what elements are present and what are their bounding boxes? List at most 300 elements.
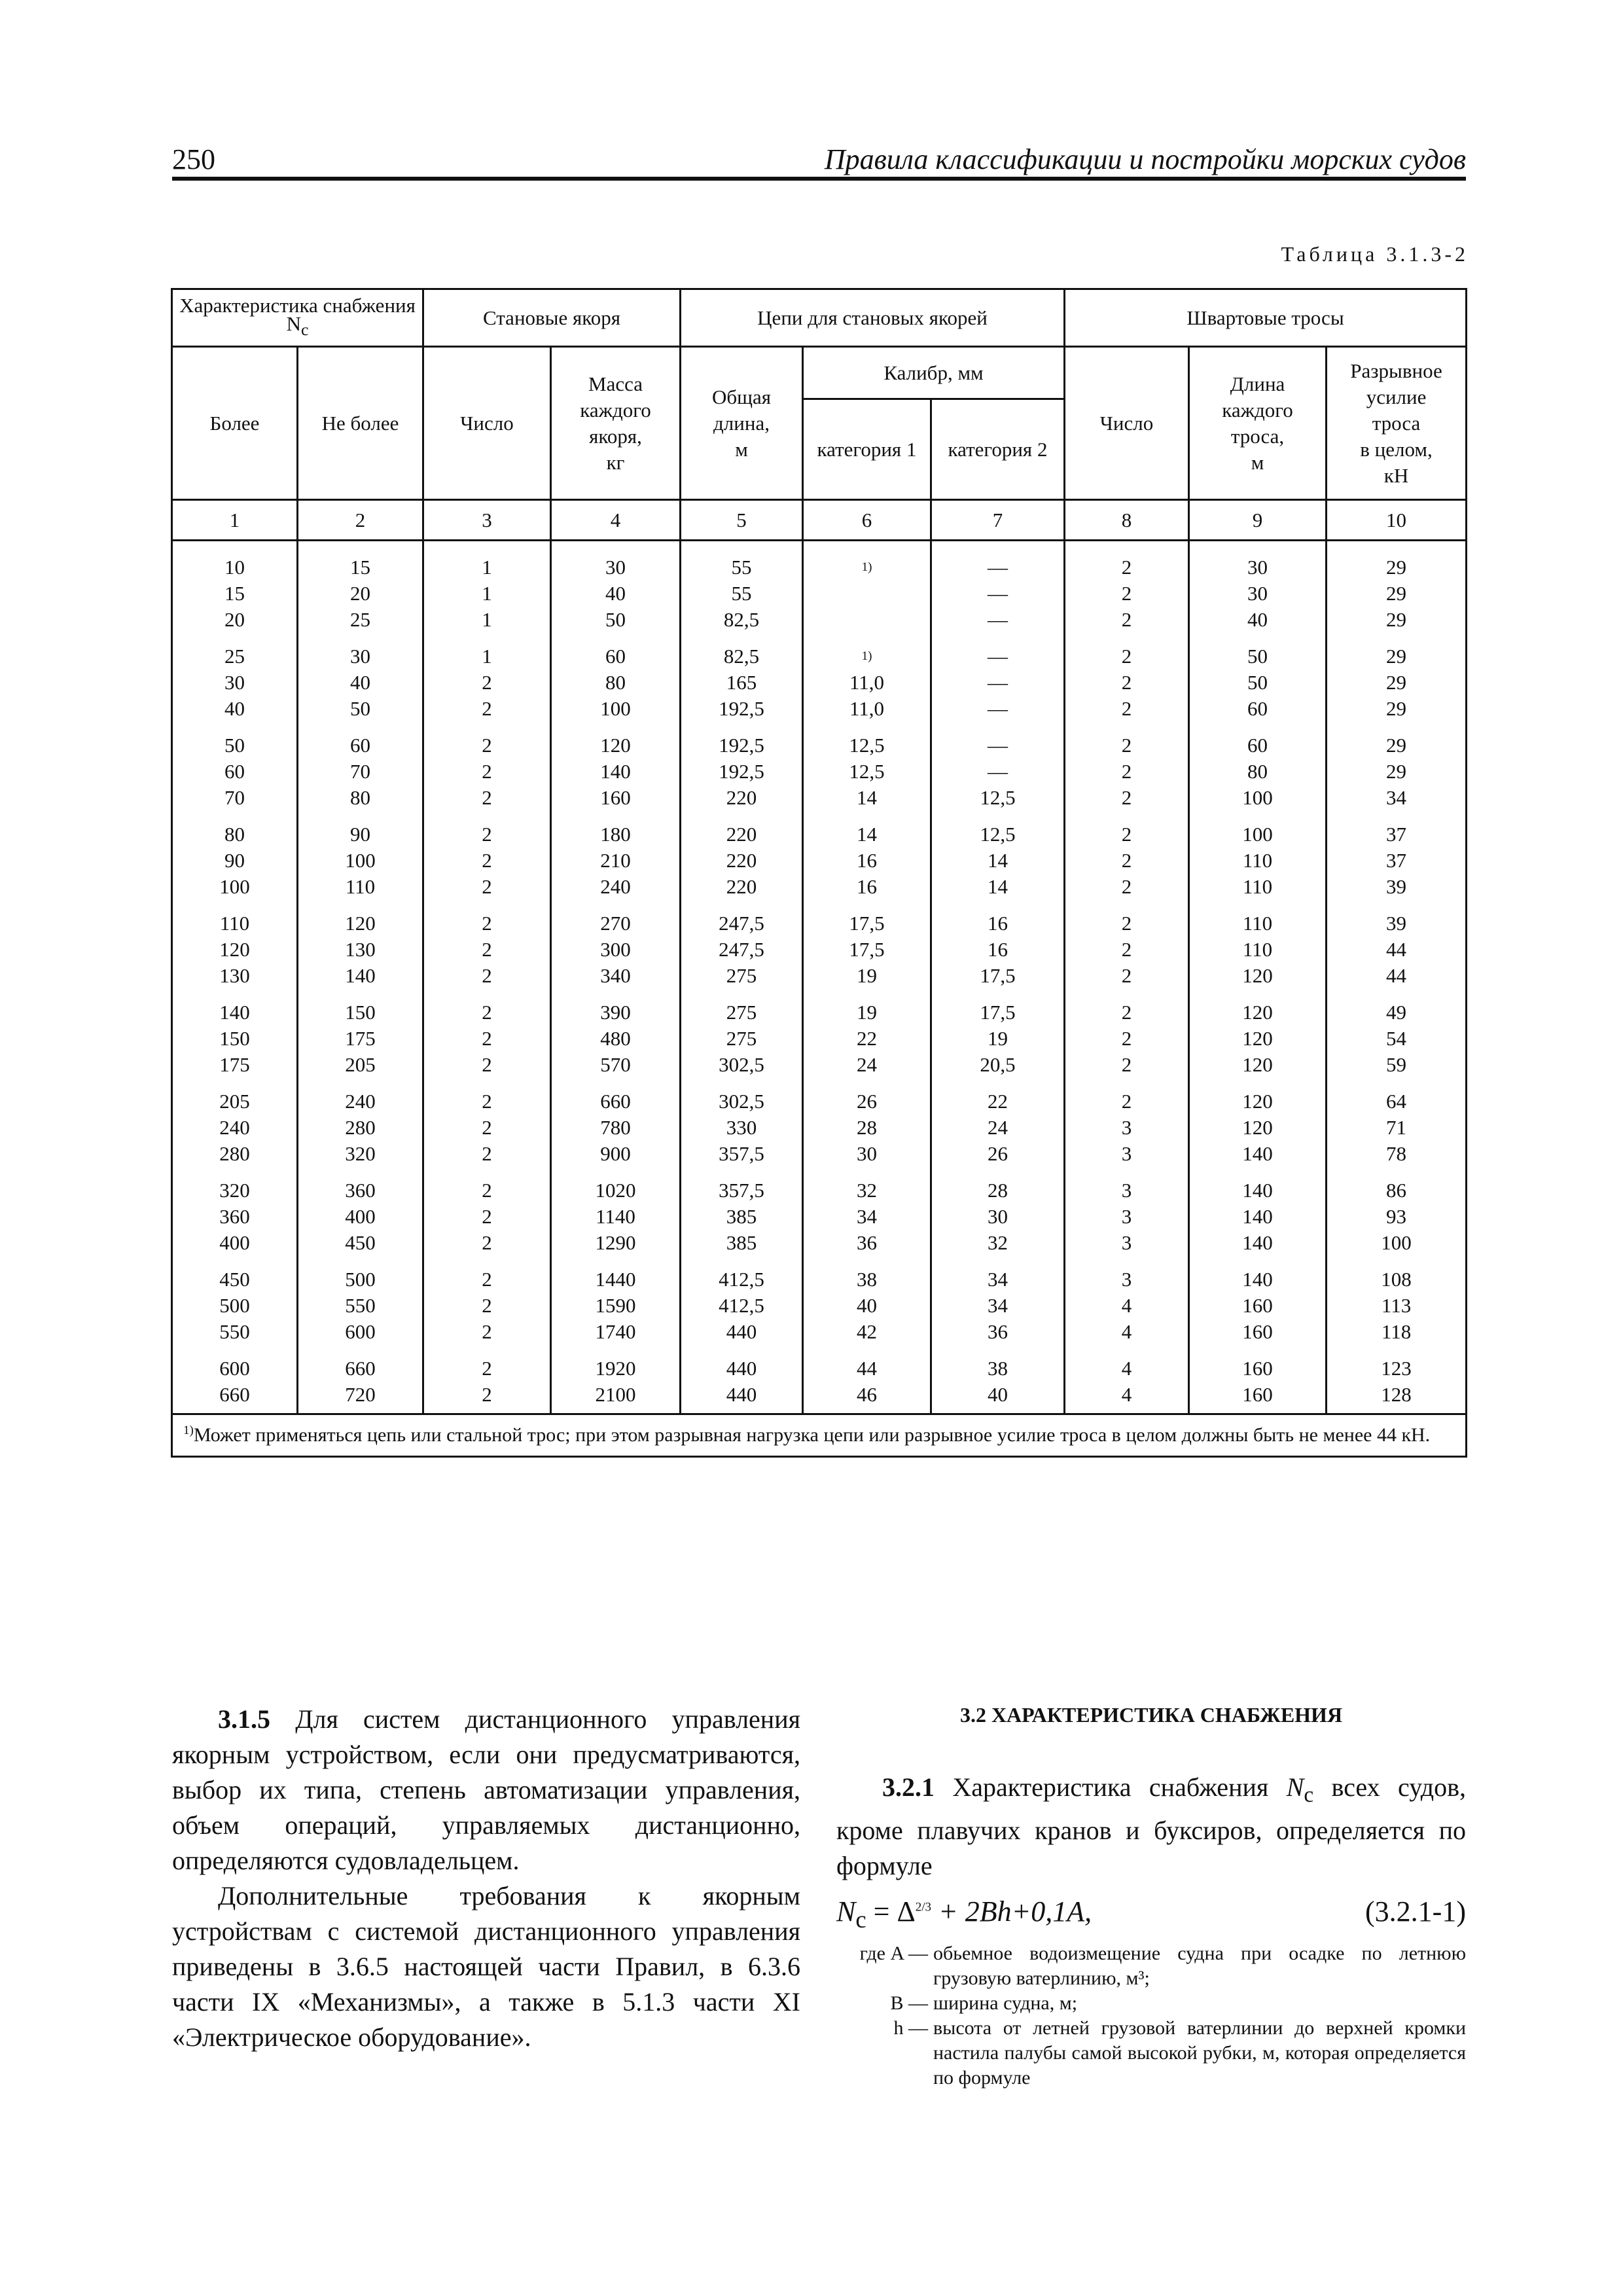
cell-line: 2 xyxy=(1121,734,1132,757)
cell-line: 100 xyxy=(219,875,250,898)
cell-line: 29 xyxy=(1386,671,1407,694)
group-header-row xyxy=(172,289,1467,347)
cell-line: 440 xyxy=(726,1320,757,1343)
cell-line: 39 xyxy=(1386,875,1407,898)
cell-line: 2 xyxy=(1121,938,1132,961)
table-cell-col-9 xyxy=(1189,638,1327,727)
table-cell-col-5 xyxy=(681,638,803,727)
cell-line: 29 xyxy=(1386,645,1407,668)
header-category-2: категория 2 xyxy=(931,399,1065,500)
cell-line: 54 xyxy=(1386,1027,1407,1050)
cell-line: 450 xyxy=(345,1231,376,1254)
cell-line: 450 xyxy=(219,1268,250,1291)
cell-line: 40 xyxy=(224,697,245,720)
cell-line: 247,5 xyxy=(719,938,764,961)
cell-line: 55 xyxy=(731,582,752,605)
table-cell-col-8 xyxy=(1065,1261,1189,1350)
cell-line: 34 xyxy=(857,1205,877,1228)
cell-line: 14 xyxy=(857,823,877,846)
cell-line: 160 xyxy=(1242,1383,1273,1406)
table-row-group xyxy=(172,727,1467,816)
table-cell-col-8 xyxy=(1065,638,1189,727)
cell-line: — xyxy=(988,582,1008,605)
cell-line: 275 xyxy=(726,964,757,987)
cell-line: 130 xyxy=(219,964,250,987)
table-cell-col-6 xyxy=(803,905,931,994)
table-cell-col-6 xyxy=(803,1172,931,1261)
table-cell-col-6 xyxy=(803,1083,931,1172)
cell-line: 2100 xyxy=(595,1383,636,1406)
table-cell-col-7 xyxy=(931,1172,1065,1261)
cell-line: 357,5 xyxy=(719,1179,764,1202)
cell-line: 12,5 xyxy=(849,734,885,757)
table-cell-col-10 xyxy=(1327,905,1467,994)
table-cell-col-5 xyxy=(681,541,803,639)
cell-line: 360 xyxy=(345,1179,376,1202)
col-number: 7 xyxy=(931,500,1065,541)
table-row-group xyxy=(172,1172,1467,1261)
table-cell-col-8 xyxy=(1065,905,1189,994)
cell-line: 30 xyxy=(350,645,370,668)
cell-line: 110 xyxy=(219,912,250,935)
cell-line: 2 xyxy=(1121,760,1132,783)
cell-line: 2 xyxy=(482,1179,492,1202)
cell-line: 70 xyxy=(224,786,245,809)
cell-line: 400 xyxy=(345,1205,376,1228)
cell-line: 32 xyxy=(988,1231,1008,1254)
table-cell-col-2 xyxy=(298,1083,423,1172)
cell-line: 2 xyxy=(1121,645,1132,668)
cell-line: 110 xyxy=(1242,875,1273,898)
table-cell-col-1 xyxy=(172,638,298,727)
cell-line: 80 xyxy=(224,823,245,846)
cell-line: 1290 xyxy=(595,1231,636,1254)
cell-line: 32 xyxy=(857,1179,877,1202)
cell-line: 385 xyxy=(726,1205,757,1228)
cell-line: 2 xyxy=(482,1268,492,1291)
cell-line: 120 xyxy=(1242,1001,1273,1024)
cell-line: 340 xyxy=(600,964,631,987)
cell-line: 3 xyxy=(1121,1231,1132,1254)
cell-line: 360 xyxy=(219,1205,250,1228)
table-row-group xyxy=(172,905,1467,994)
col-number: 6 xyxy=(803,500,931,541)
table-cell-col-3 xyxy=(423,994,551,1083)
right-text-column xyxy=(836,1702,1466,2090)
paragraph-3-1-5: 3.1.5 Для систем дистанционного управления якорным устройством, если они предусматриваются, выбор их типа, степень автоматизации управления, объем операций, управляемых дистанционно, определяются судовладельцем. xyxy=(172,1704,800,1875)
table-cell-col-10 xyxy=(1327,1350,1467,1414)
cell-line: 19 xyxy=(857,964,877,987)
equipment-table xyxy=(171,288,1467,1458)
cell-line: 30 xyxy=(988,1205,1008,1228)
table-cell-col-2 xyxy=(298,994,423,1083)
cell-line: 2 xyxy=(482,1027,492,1050)
cell-line: 140 xyxy=(1242,1142,1273,1165)
cell-line: 2 xyxy=(1121,1090,1132,1113)
cell-line: — xyxy=(988,697,1008,720)
cell-line: 49 xyxy=(1386,1001,1407,1024)
cell-line: 275 xyxy=(726,1001,757,1024)
col-number: 3 xyxy=(423,500,551,541)
table-cell-col-1 xyxy=(172,905,298,994)
cell-line: 30 xyxy=(1247,582,1268,605)
cell-line: 29 xyxy=(1386,556,1407,579)
cell-line: 120 xyxy=(345,912,376,935)
column-number-row xyxy=(172,500,1467,541)
sub-header-row-1 xyxy=(172,347,1467,399)
table-cell-col-9 xyxy=(1189,727,1327,816)
table-cell-col-5 xyxy=(681,905,803,994)
cell-line: 50 xyxy=(224,734,245,757)
cell-line: 2 xyxy=(482,786,492,809)
cell-line: 2 xyxy=(482,1357,492,1380)
cell-line: 44 xyxy=(1386,938,1407,961)
cell-line: 247,5 xyxy=(719,912,764,935)
cell-line: 80 xyxy=(1247,760,1268,783)
cell-line: 600 xyxy=(219,1357,250,1380)
table-cell-col-9 xyxy=(1189,1350,1327,1414)
header-characteristic: Характеристика снабжения $N_c$ xyxy=(172,289,423,347)
table-cell-col-6 xyxy=(803,994,931,1083)
footnote-row xyxy=(172,1414,1467,1457)
cell-line: 1590 xyxy=(595,1294,636,1317)
cell-line: 50 xyxy=(1247,645,1268,668)
table-cell-col-5 xyxy=(681,1172,803,1261)
header-category-1: категория 1 xyxy=(803,399,931,500)
cell-line: 60 xyxy=(1247,697,1268,720)
cell-line: 2 xyxy=(482,671,492,694)
cell-line: 3 xyxy=(1121,1268,1132,1291)
page-header xyxy=(172,143,1466,181)
cell-line: 110 xyxy=(1242,849,1273,872)
cell-line: 140 xyxy=(1242,1268,1273,1291)
table-cell-col-8 xyxy=(1065,1083,1189,1172)
cell-line: 150 xyxy=(219,1027,250,1050)
cell-line: 30 xyxy=(605,556,626,579)
table-cell-col-8 xyxy=(1065,727,1189,816)
cell-line: 40 xyxy=(1247,608,1268,631)
cell-line: 80 xyxy=(605,671,626,694)
cell-line: 550 xyxy=(219,1320,250,1343)
cell-line: 24 xyxy=(988,1116,1008,1139)
cell-line: 59 xyxy=(1386,1053,1407,1076)
table-body xyxy=(172,541,1467,1414)
cell-line: 390 xyxy=(600,1001,631,1024)
cell-line: 90 xyxy=(350,823,370,846)
table-cell-col-10 xyxy=(1327,638,1467,727)
table-row-group xyxy=(172,1083,1467,1172)
table-cell-col-4 xyxy=(551,638,681,727)
section-title: 3.2 ХАРАКТЕРИСТИКА СНАБЖЕНИЯ xyxy=(959,1703,1343,1727)
table-cell-col-3 xyxy=(423,1172,551,1261)
definition-B: B — ширина судна, м; xyxy=(890,1992,1078,2014)
cell-line: 37 xyxy=(1386,849,1407,872)
cell-line: 302,5 xyxy=(719,1053,764,1076)
table-row-group xyxy=(172,994,1467,1083)
table-cell-col-5 xyxy=(681,1261,803,1350)
table-cell-col-3 xyxy=(423,1350,551,1414)
table-cell-col-9 xyxy=(1189,1172,1327,1261)
table-cell-col-10 xyxy=(1327,541,1467,639)
cell-line: 600 xyxy=(345,1320,376,1343)
header-rope-count: Число xyxy=(1065,347,1189,500)
cell-line: 80 xyxy=(350,786,370,809)
cell-line: 39 xyxy=(1386,912,1407,935)
table-cell-col-4 xyxy=(551,1261,681,1350)
cell-line: 440 xyxy=(726,1357,757,1380)
header-anchor-count: Число xyxy=(423,347,551,500)
cell-line: 11,0 xyxy=(849,671,885,694)
table-cell-col-9 xyxy=(1189,816,1327,905)
cell-line: 40 xyxy=(988,1383,1008,1406)
cell-line: 12,5 xyxy=(849,760,885,783)
paragraph-3-2-1: 3.2.1 Характеристика снабжения $N_c$ всех судов, кроме плавучих кранов и буксиров, определяется по формуле xyxy=(836,1772,1466,1880)
cell-line: 2 xyxy=(482,697,492,720)
cell-line: 660 xyxy=(600,1090,631,1113)
cell-line: 15 xyxy=(224,582,245,605)
table-cell-col-7 xyxy=(931,1261,1065,1350)
cell-line: 50 xyxy=(1247,671,1268,694)
table-cell-col-10 xyxy=(1327,1083,1467,1172)
cell-line: 2 xyxy=(482,1205,492,1228)
cell-line: 3 xyxy=(1121,1205,1132,1228)
cell-line: 1 xyxy=(482,608,492,631)
cell-line: 2 xyxy=(1121,912,1132,935)
cell-line: 2 xyxy=(482,1294,492,1317)
cell-line: 180 xyxy=(600,823,631,846)
cell-line: 4 xyxy=(1121,1294,1132,1317)
cell-line: 1 xyxy=(482,645,492,668)
table-cell-col-5 xyxy=(681,1350,803,1414)
table-cell-col-3 xyxy=(423,638,551,727)
cell-line: 2 xyxy=(482,1142,492,1165)
table-row-group xyxy=(172,541,1467,639)
cell-line: 2 xyxy=(482,1116,492,1139)
table-cell-col-2 xyxy=(298,727,423,816)
cell-line: 900 xyxy=(600,1142,631,1165)
cell-line: — xyxy=(988,760,1008,783)
cell-line: 385 xyxy=(726,1231,757,1254)
cell-line: 28 xyxy=(988,1179,1008,1202)
cell-line: — xyxy=(988,608,1008,631)
cell-line: 46 xyxy=(857,1383,877,1406)
cell-line: 270 xyxy=(600,912,631,935)
cell-line: 192,5 xyxy=(719,734,764,757)
cell-line: 40 xyxy=(605,582,626,605)
cell-line: 500 xyxy=(345,1268,376,1291)
cell-line: 140 xyxy=(345,964,376,987)
table-cell-col-5 xyxy=(681,994,803,1083)
table-cell-col-2 xyxy=(298,1172,423,1261)
footnote-ref: 1) xyxy=(861,560,872,574)
table-cell-col-6 xyxy=(803,1261,931,1350)
table-cell-col-7 xyxy=(931,905,1065,994)
cell-line: 30 xyxy=(1247,556,1268,579)
table-cell-col-1 xyxy=(172,541,298,639)
cell-line: 42 xyxy=(857,1320,877,1343)
col-number: 1 xyxy=(172,500,298,541)
cell-line: 22 xyxy=(988,1090,1008,1113)
cell-line: 29 xyxy=(1386,734,1407,757)
cell-line: 14 xyxy=(857,786,877,809)
cell-line: 220 xyxy=(726,849,757,872)
cell-line: 26 xyxy=(857,1090,877,1113)
table-cell-col-9 xyxy=(1189,994,1327,1083)
cell-line: 2 xyxy=(482,760,492,783)
cell-line: 38 xyxy=(857,1268,877,1291)
cell-line: 2 xyxy=(482,964,492,987)
table-cell-col-10 xyxy=(1327,1261,1467,1350)
cell-line: 3 xyxy=(1121,1116,1132,1139)
cell-line: 4 xyxy=(1121,1383,1132,1406)
cell-line: 160 xyxy=(600,786,631,809)
cell-line: 2 xyxy=(482,823,492,846)
cell-line: 108 xyxy=(1381,1268,1412,1291)
cell-line: 90 xyxy=(224,849,245,872)
cell-line: 175 xyxy=(219,1053,250,1076)
cell-line: 17,5 xyxy=(980,964,1016,987)
cell-line: 2 xyxy=(1121,1001,1132,1024)
cell-line: 113 xyxy=(1381,1294,1412,1317)
cell-line: 128 xyxy=(1381,1383,1412,1406)
cell-line: 500 xyxy=(219,1294,250,1317)
cell-line: 12,5 xyxy=(980,823,1016,846)
table-cell-col-8 xyxy=(1065,816,1189,905)
cell-line: 2 xyxy=(1121,556,1132,579)
cell-line: 2 xyxy=(1121,849,1132,872)
cell-line: 302,5 xyxy=(719,1090,764,1113)
table-cell-col-3 xyxy=(423,1261,551,1350)
cell-line: 2 xyxy=(482,1053,492,1076)
cell-line: 275 xyxy=(726,1027,757,1050)
cell-line: 120 xyxy=(1242,1053,1273,1076)
cell-line: 16 xyxy=(857,875,877,898)
definition-h: h — высота от летней грузовой ватерлинии до верхней кромки настила палубы самой высокой рубки, м, которая определяется по формуле xyxy=(893,2017,1466,2089)
cell-line: 140 xyxy=(1242,1205,1273,1228)
header-chains: Цепи для становых якорей xyxy=(681,289,1065,347)
cell-line: 192,5 xyxy=(719,760,764,783)
cell-line: 220 xyxy=(726,823,757,846)
cell-line: 29 xyxy=(1386,697,1407,720)
table-cell-col-10 xyxy=(1327,816,1467,905)
cell-line: 2 xyxy=(1121,875,1132,898)
table-cell-col-7 xyxy=(931,541,1065,639)
cell-line: 780 xyxy=(600,1116,631,1139)
paragraph-additional-requirements: Дополнительные требования к якорным устройствам с системой дистанционного управления приведены в 3.6.5 настоящей части Правил, в 6.3.6 части IX «Механизмы», а также в 5.1.3 части XI «Электрическое оборудование». xyxy=(172,1881,800,2052)
cell-line: 120 xyxy=(1242,964,1273,987)
table-cell-col-4 xyxy=(551,1172,681,1261)
table-cell-col-1 xyxy=(172,1350,298,1414)
cell-line: 29 xyxy=(1386,582,1407,605)
table-row-group xyxy=(172,816,1467,905)
cell-line: 205 xyxy=(219,1090,250,1113)
cell-line: 412,5 xyxy=(719,1268,764,1291)
cell-line: 2 xyxy=(482,938,492,961)
cell-line: 240 xyxy=(345,1090,376,1113)
cell-line: 110 xyxy=(1242,938,1273,961)
cell-line: 140 xyxy=(600,760,631,783)
table-cell-col-5 xyxy=(681,816,803,905)
cell-line: 480 xyxy=(600,1027,631,1050)
table-cell-col-3 xyxy=(423,816,551,905)
cell-line: 120 xyxy=(1242,1027,1273,1050)
cell-line: 4 xyxy=(1121,1320,1132,1343)
table-cell-col-4 xyxy=(551,905,681,994)
table-cell-col-8 xyxy=(1065,994,1189,1083)
cell-line: 570 xyxy=(600,1053,631,1076)
cell-line: 29 xyxy=(1386,760,1407,783)
table-row-group xyxy=(172,1350,1467,1414)
table-cell-col-2 xyxy=(298,638,423,727)
cell-line: 1440 xyxy=(595,1268,636,1291)
cell-line: 160 xyxy=(1242,1357,1273,1380)
cell-line: 40 xyxy=(857,1294,877,1317)
footnote-ref: 1) xyxy=(861,649,872,663)
cell-line: 60 xyxy=(224,760,245,783)
cell-line: 120 xyxy=(1242,1090,1273,1113)
header-rope-force: Разрывное усилие троса в целом, кН xyxy=(1327,347,1467,500)
cell-line: 120 xyxy=(219,938,250,961)
table-cell-col-9 xyxy=(1189,905,1327,994)
cell-line: 2 xyxy=(1121,823,1132,846)
table-cell-col-5 xyxy=(681,727,803,816)
equipment-table-wrap xyxy=(171,288,1465,1458)
col-number: 8 xyxy=(1065,500,1189,541)
cell-line: 34 xyxy=(988,1294,1008,1317)
cell-line: 50 xyxy=(350,697,370,720)
cell-line: 100 xyxy=(1381,1231,1412,1254)
cell-line: 15 xyxy=(350,556,370,579)
table-footnote: $^{1)}$Может применяться цепь или стальной трос; при этом разрывная нагрузка цепи или разрывное усилие троса в целом должны быть не менее 44 кН. xyxy=(172,1414,1467,1457)
table-cell-col-8 xyxy=(1065,1172,1189,1261)
table-cell-col-10 xyxy=(1327,1172,1467,1261)
cell-line: 64 xyxy=(1386,1090,1407,1113)
formula-definitions xyxy=(836,1941,1466,2090)
cell-line: 60 xyxy=(350,734,370,757)
cell-line: — xyxy=(988,671,1008,694)
table-cell-col-7 xyxy=(931,816,1065,905)
table-cell-col-6 xyxy=(803,727,931,816)
table-cell-col-6 xyxy=(803,816,931,905)
table-caption: Таблица 3.1.3-2 xyxy=(1281,242,1469,266)
cell-line: 26 xyxy=(988,1142,1008,1165)
cell-line: 160 xyxy=(1242,1320,1273,1343)
cell-line: 19 xyxy=(857,1001,877,1024)
header-more: Более xyxy=(172,347,298,500)
col-number: 9 xyxy=(1189,500,1327,541)
cell-line: — xyxy=(988,645,1008,668)
cell-line: 320 xyxy=(219,1179,250,1202)
cell-line: 29 xyxy=(1386,608,1407,631)
table-cell-col-4 xyxy=(551,1083,681,1172)
table-cell-col-1 xyxy=(172,1261,298,1350)
table-cell-col-2 xyxy=(298,1261,423,1350)
table-cell-col-7 xyxy=(931,638,1065,727)
cell-line: 2 xyxy=(1121,786,1132,809)
cell-line: 25 xyxy=(224,645,245,668)
cell-line: 140 xyxy=(1242,1231,1273,1254)
cell-line: 16 xyxy=(857,849,877,872)
header-anchors: Становые якоря xyxy=(423,289,681,347)
table-cell-col-7 xyxy=(931,1083,1065,1172)
cell-line: 44 xyxy=(1386,964,1407,987)
cell-line: 140 xyxy=(219,1001,250,1024)
cell-line: 20,5 xyxy=(980,1053,1016,1076)
cell-line: 2 xyxy=(1121,671,1132,694)
cell-line: 60 xyxy=(605,645,626,668)
cell-line: 30 xyxy=(857,1142,877,1165)
header-chain-length: Общая длина, м xyxy=(681,347,803,500)
